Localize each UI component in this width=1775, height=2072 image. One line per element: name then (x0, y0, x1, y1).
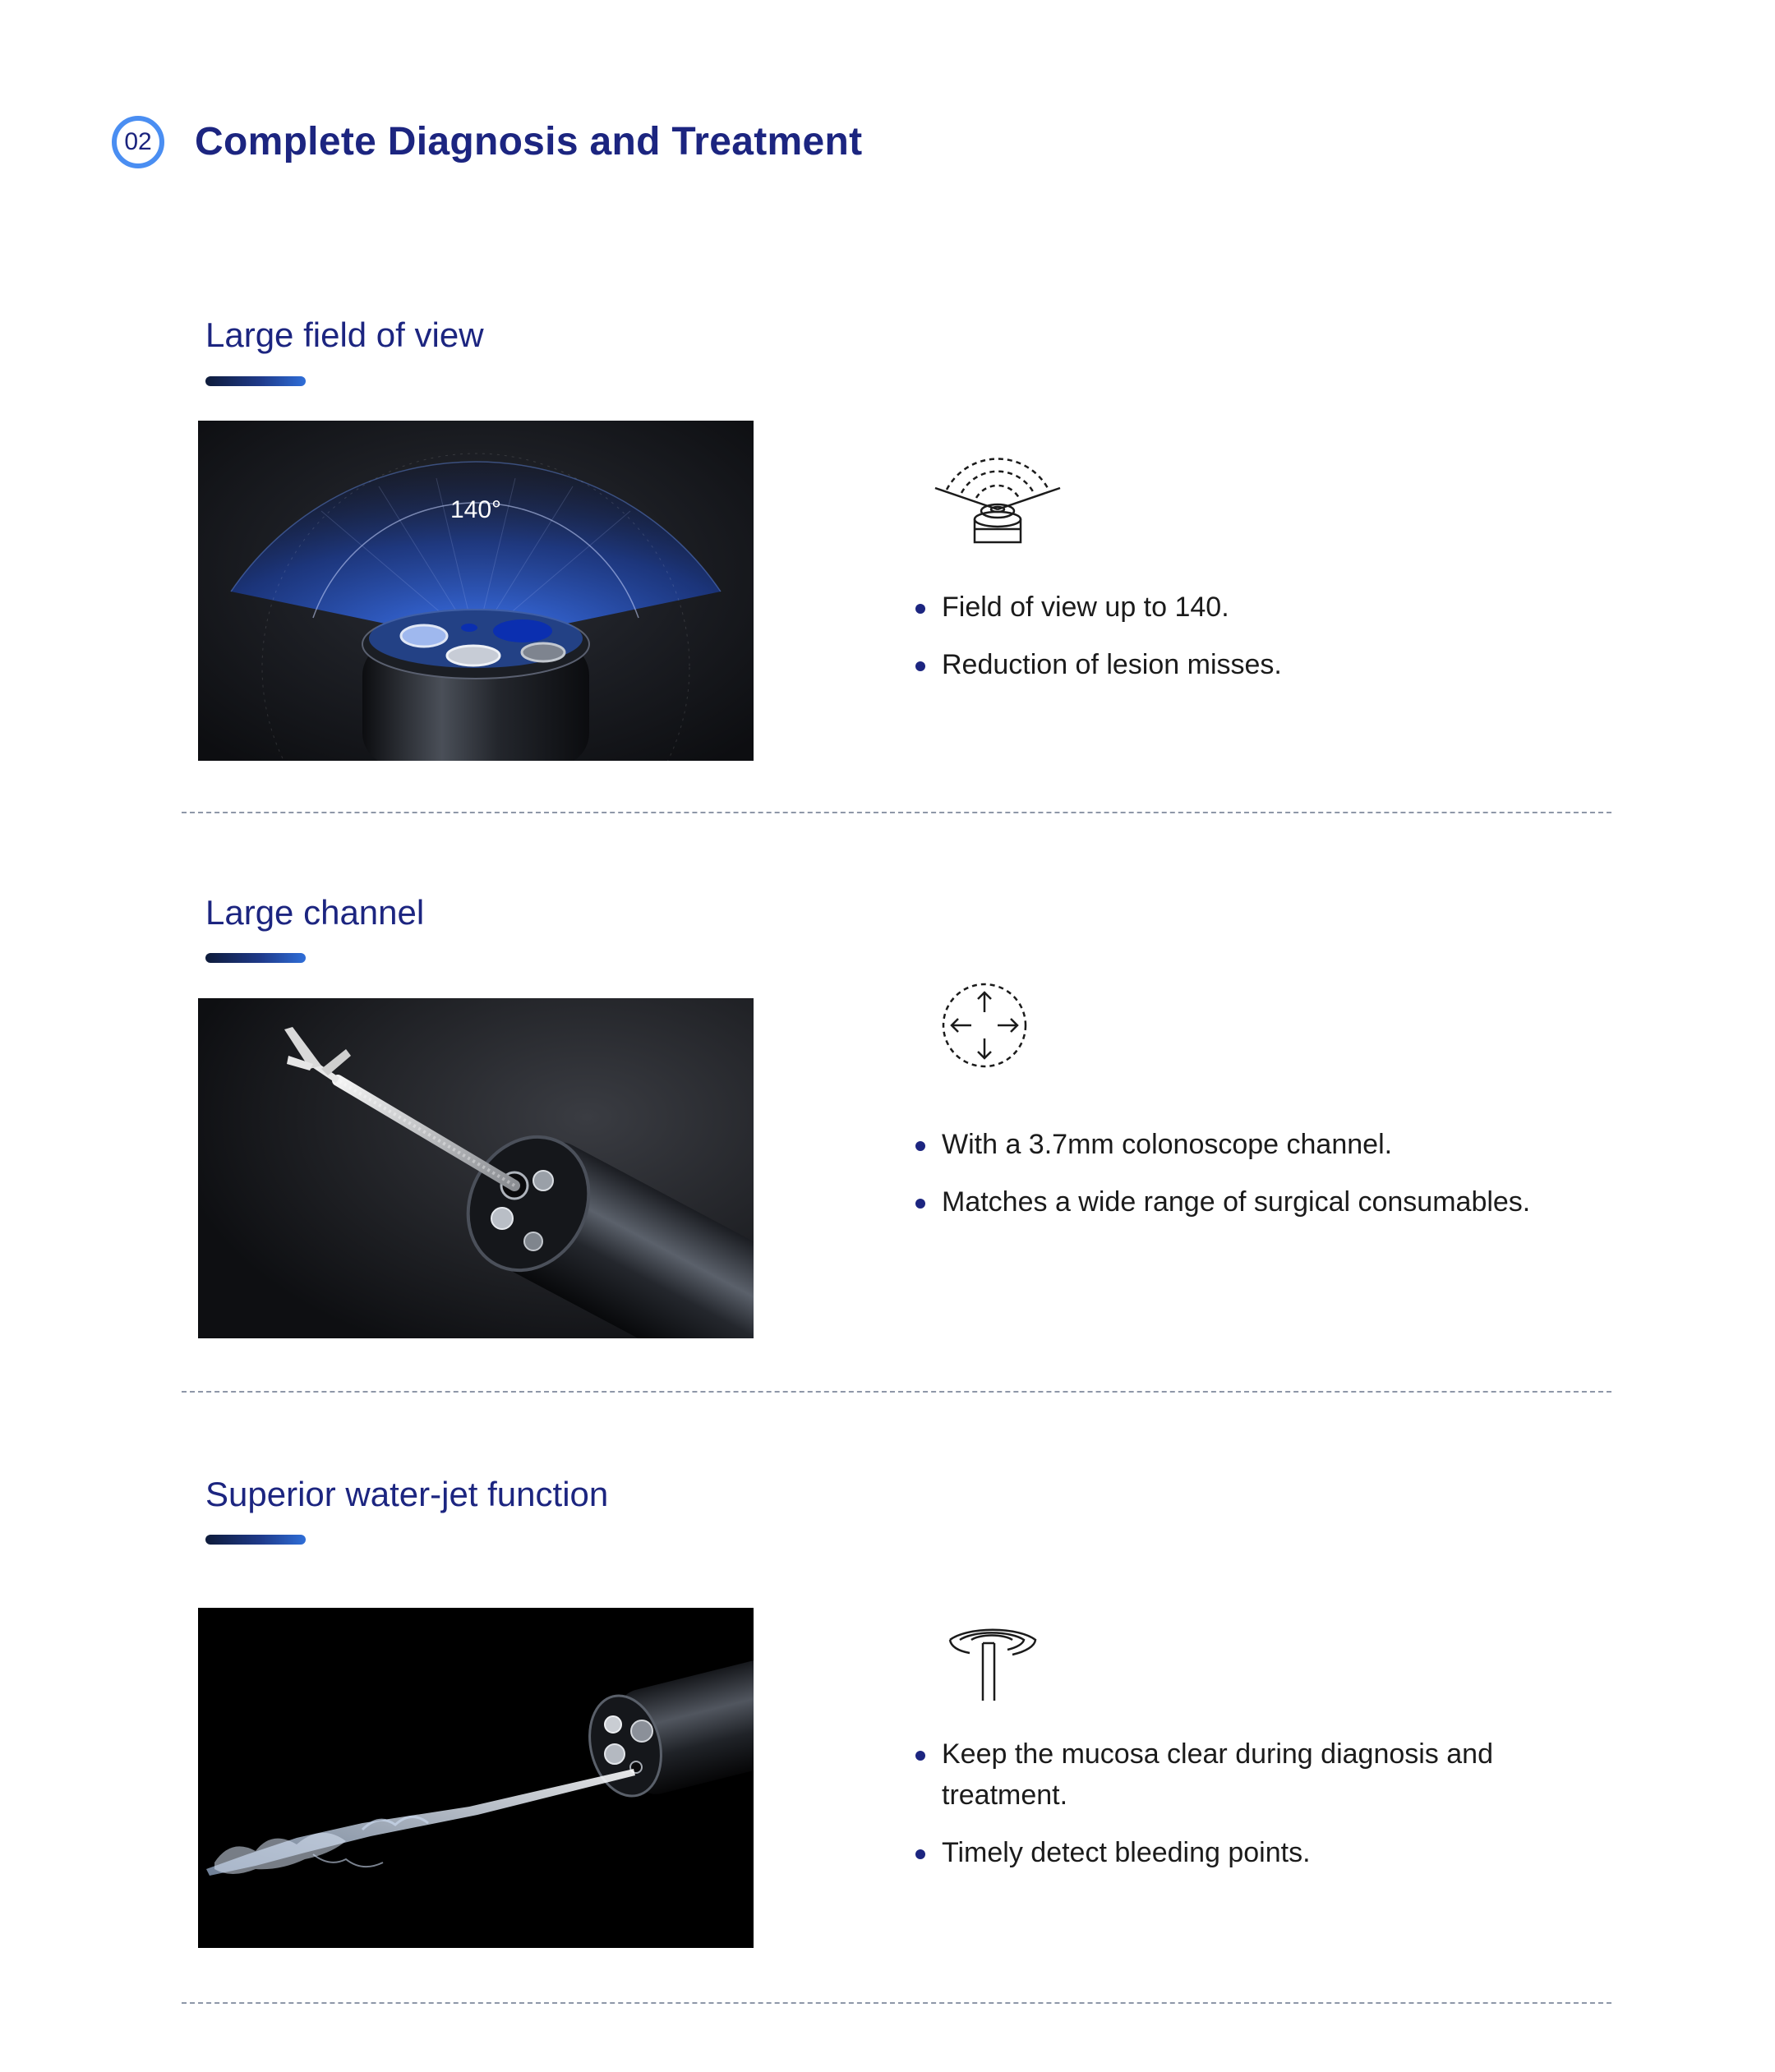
water-jet-bullets (915, 1734, 1507, 1890)
large-channel-bullets (915, 1124, 1737, 1239)
section-underline (205, 376, 306, 386)
water-jet-nozzle-icon (935, 1615, 1042, 1704)
list-item: With a 3.7mm colonoscope channel. (915, 1124, 1737, 1165)
list-item: Keep the mucosa clear during diagnosis and treatment. (915, 1734, 1507, 1816)
section-divider (182, 1391, 1611, 1393)
expand-arrows-circle-icon (937, 979, 1035, 1078)
angle-label: 140° (450, 496, 502, 523)
section-number-badge (112, 116, 164, 168)
page-title: Complete Diagnosis and Treatment (195, 120, 863, 163)
list-item: Matches a wide range of surgical consumables. (915, 1181, 1737, 1222)
field-of-view-image (198, 421, 754, 761)
water-jet-image (198, 1608, 754, 1948)
section-title-field-of-view: Large field of view (205, 315, 484, 354)
field-of-view-bullets (915, 587, 1737, 702)
section-underline (205, 1535, 306, 1545)
section-title-large-channel: Large channel (205, 893, 425, 932)
list-item: Reduction of lesion misses. (915, 644, 1737, 685)
wide-angle-camera-icon (929, 450, 1068, 547)
list-item: Timely detect bleeding points. (915, 1832, 1507, 1873)
large-channel-image (198, 998, 754, 1338)
section-title-water-jet: Superior water-jet function (205, 1475, 609, 1513)
section-underline (205, 953, 306, 963)
section-number: 02 (124, 128, 152, 155)
section-divider (182, 2002, 1611, 2004)
section-divider (182, 812, 1611, 813)
list-item: Field of view up to 140. (915, 587, 1737, 628)
